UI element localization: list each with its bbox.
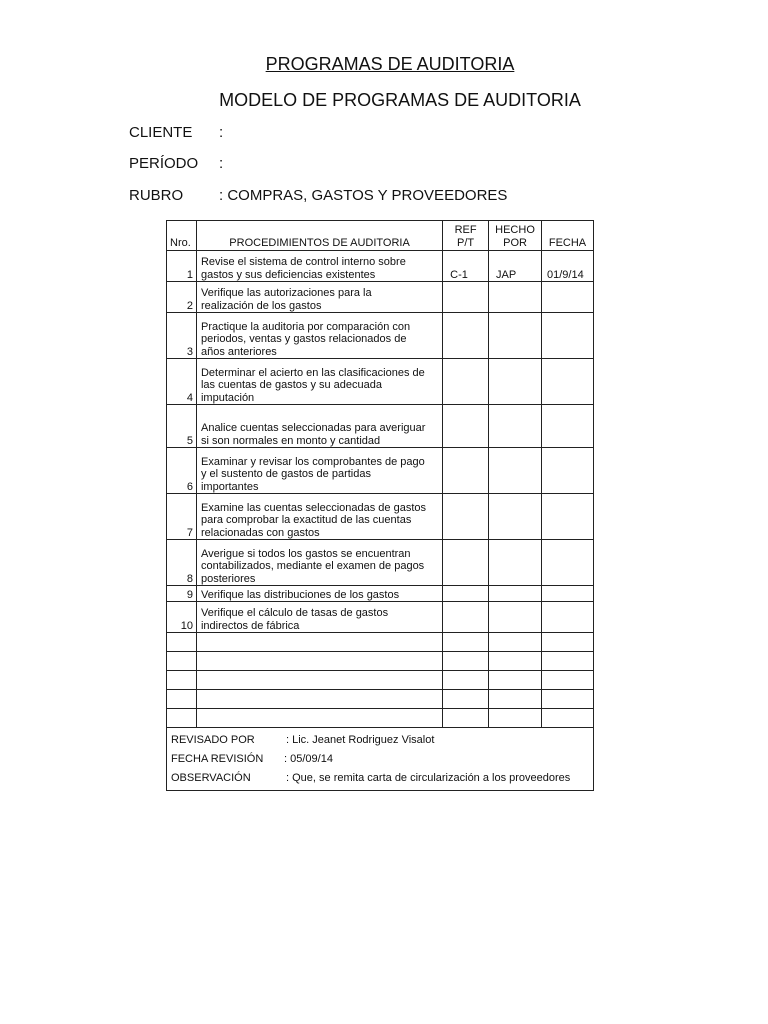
hecho-cell <box>489 405 542 448</box>
review-block <box>167 728 594 791</box>
fecha-revision-row <box>171 750 589 769</box>
periodo-value: : <box>219 155 224 172</box>
document-title: PROGRAMAS DE AUDITORIA <box>265 54 515 74</box>
row-number: 1 <box>167 251 197 282</box>
procedure-line: Verifique las autorizaciones para la <box>200 287 372 299</box>
empty-cell <box>196 633 442 652</box>
procedure-line: Examinar y revisar los comprobantes de pago <box>200 455 425 468</box>
procedure-text <box>196 586 442 602</box>
table-row <box>167 586 594 602</box>
empty-cell <box>196 690 442 709</box>
procedure-line: Examine las cuentas seleccionadas de gastos <box>200 501 427 514</box>
procedure-text <box>196 405 442 448</box>
empty-cell <box>542 690 594 709</box>
empty-cell <box>443 709 489 728</box>
fecha-revision-label: FECHA REVISIÓN <box>171 753 264 765</box>
review-footer <box>167 728 594 791</box>
periodo-row <box>129 155 223 172</box>
empty-cell <box>167 652 197 671</box>
fecha-revision-value: : 05/09/14 <box>284 753 333 765</box>
revisado-row <box>171 731 589 750</box>
procedure-line: indirectos de fábrica <box>200 619 300 632</box>
empty-row <box>167 709 594 728</box>
header-fecha: FECHA <box>542 221 594 251</box>
procedure-text <box>196 251 442 282</box>
document-subtitle: MODELO DE PROGRAMAS DE AUDITORIA <box>219 90 581 110</box>
empty-cell <box>443 690 489 709</box>
empty-cell <box>542 652 594 671</box>
empty-row <box>167 690 594 709</box>
row-number: 4 <box>167 359 197 405</box>
empty-cell <box>196 671 442 690</box>
row-number: 7 <box>167 494 197 540</box>
header-nro: Nro. <box>167 221 197 251</box>
audit-program-table <box>166 220 594 791</box>
empty-cell <box>443 633 489 652</box>
ref-cell <box>443 359 489 405</box>
empty-row <box>167 652 594 671</box>
procedure-text <box>196 540 442 586</box>
fecha-cell <box>542 448 594 494</box>
header-hecho-por: HECHO POR <box>489 221 542 251</box>
empty-cell <box>489 652 542 671</box>
procedure-line: Determinar el acierto en las clasificaciones de <box>200 366 425 379</box>
ref-cell <box>443 405 489 448</box>
procedure-line: gastos y sus deficiencias existentes <box>200 268 376 281</box>
observacion-value: : Que, se remita carta de circularización a los proveedores <box>286 772 571 784</box>
row-number: 9 <box>167 586 197 602</box>
table-row <box>167 359 594 405</box>
revisado-label: REVISADO POR <box>171 734 255 746</box>
observacion-row <box>171 769 589 788</box>
empty-row <box>167 671 594 690</box>
fecha-cell <box>542 359 594 405</box>
procedure-text <box>196 282 442 313</box>
row-number: 5 <box>167 405 197 448</box>
empty-cell <box>443 652 489 671</box>
procedure-line: imputación <box>200 391 255 404</box>
hecho-cell <box>489 282 542 313</box>
procedure-line: Practique la auditoria por comparación con <box>200 320 411 333</box>
header-ref: REF P/T <box>443 221 489 251</box>
hecho-cell <box>489 540 542 586</box>
row-number: 10 <box>167 602 197 633</box>
ref-cell <box>443 494 489 540</box>
procedure-text <box>196 313 442 359</box>
procedure-line: posteriores <box>200 572 256 585</box>
fecha-cell <box>542 405 594 448</box>
row-number: 3 <box>167 313 197 359</box>
cliente-value: : <box>219 124 224 141</box>
table-row <box>167 540 594 586</box>
hecho-cell <box>489 494 542 540</box>
procedure-line: Averigue si todos los gastos se encuentran <box>200 547 411 560</box>
ref-cell <box>443 313 489 359</box>
fecha-cell: 01/9/14 <box>542 251 594 282</box>
table-row <box>167 448 594 494</box>
row-number: 8 <box>167 540 197 586</box>
fecha-cell <box>542 494 594 540</box>
procedure-line: realización de los gastos <box>200 299 322 312</box>
procedure-line: las cuentas de gastos y su adecuada <box>200 379 382 391</box>
rubro-row <box>129 187 507 204</box>
ref-cell: C-1 <box>443 251 489 282</box>
procedure-line: si son normales en monto y cantidad <box>200 434 381 447</box>
procedure-line: importantes <box>200 480 259 493</box>
cliente-row <box>129 124 223 141</box>
table-row <box>167 313 594 359</box>
procedure-line: contabilizados, mediante el examen de pagos <box>200 560 425 572</box>
fecha-cell <box>542 282 594 313</box>
empty-cell <box>542 633 594 652</box>
hecho-cell: JAP <box>489 251 542 282</box>
fecha-cell <box>542 602 594 633</box>
hecho-cell <box>489 313 542 359</box>
empty-cell <box>167 671 197 690</box>
hecho-cell <box>489 602 542 633</box>
observacion-label: OBSERVACIÓN <box>171 772 251 784</box>
table-row <box>167 602 594 633</box>
hecho-cell <box>489 359 542 405</box>
procedure-line: años anteriores <box>200 345 277 358</box>
ref-cell <box>443 586 489 602</box>
revisado-value: : Lic. Jeanet Rodriguez Visalot <box>286 734 435 746</box>
procedure-line: relacionadas con gastos <box>200 526 320 539</box>
table-header-row <box>167 221 594 251</box>
periodo-label: PERÍODO <box>129 155 199 172</box>
empty-cell <box>489 671 542 690</box>
header-procedimientos: PROCEDIMIENTOS DE AUDITORIA <box>196 221 442 251</box>
rubro-value: : COMPRAS, GASTOS Y PROVEEDORES <box>219 187 508 204</box>
fecha-cell <box>542 540 594 586</box>
procedure-text <box>196 602 442 633</box>
procedure-line: Revise el sistema de control interno sobre <box>200 256 406 268</box>
empty-cell <box>167 690 197 709</box>
hecho-cell <box>489 448 542 494</box>
procedure-line: Verifique las distribuciones de los gastos <box>200 588 400 601</box>
procedure-line: Analice cuentas seleccionadas para averiguar <box>200 422 426 434</box>
empty-cell <box>542 671 594 690</box>
row-number: 2 <box>167 282 197 313</box>
ref-cell <box>443 282 489 313</box>
table-row <box>167 494 594 540</box>
fecha-cell <box>542 313 594 359</box>
table-row <box>167 282 594 313</box>
empty-cell <box>196 709 442 728</box>
fecha-cell <box>542 586 594 602</box>
empty-cell <box>542 709 594 728</box>
procedure-line: Verifique el cálculo de tasas de gastos <box>200 607 389 619</box>
cliente-label: CLIENTE <box>129 124 193 141</box>
procedure-line: y el sustento de gastos de partidas <box>200 468 371 480</box>
procedure-line: para comprobar la exactitud de las cuentas <box>200 514 412 526</box>
procedure-line: periodos, ventas y gastos relacionados de <box>200 333 407 345</box>
table-row <box>167 405 594 448</box>
empty-cell <box>167 633 197 652</box>
empty-cell <box>489 633 542 652</box>
table-row <box>167 251 594 282</box>
empty-cell <box>167 709 197 728</box>
row-number: 6 <box>167 448 197 494</box>
procedure-text <box>196 494 442 540</box>
procedure-text <box>196 359 442 405</box>
procedure-text <box>196 448 442 494</box>
ref-cell <box>443 448 489 494</box>
empty-row <box>167 633 594 652</box>
empty-cell <box>196 652 442 671</box>
empty-cell <box>489 709 542 728</box>
empty-cell <box>443 671 489 690</box>
rubro-label: RUBRO <box>129 187 184 204</box>
ref-cell <box>443 602 489 633</box>
ref-cell <box>443 540 489 586</box>
empty-cell <box>489 690 542 709</box>
hecho-cell <box>489 586 542 602</box>
